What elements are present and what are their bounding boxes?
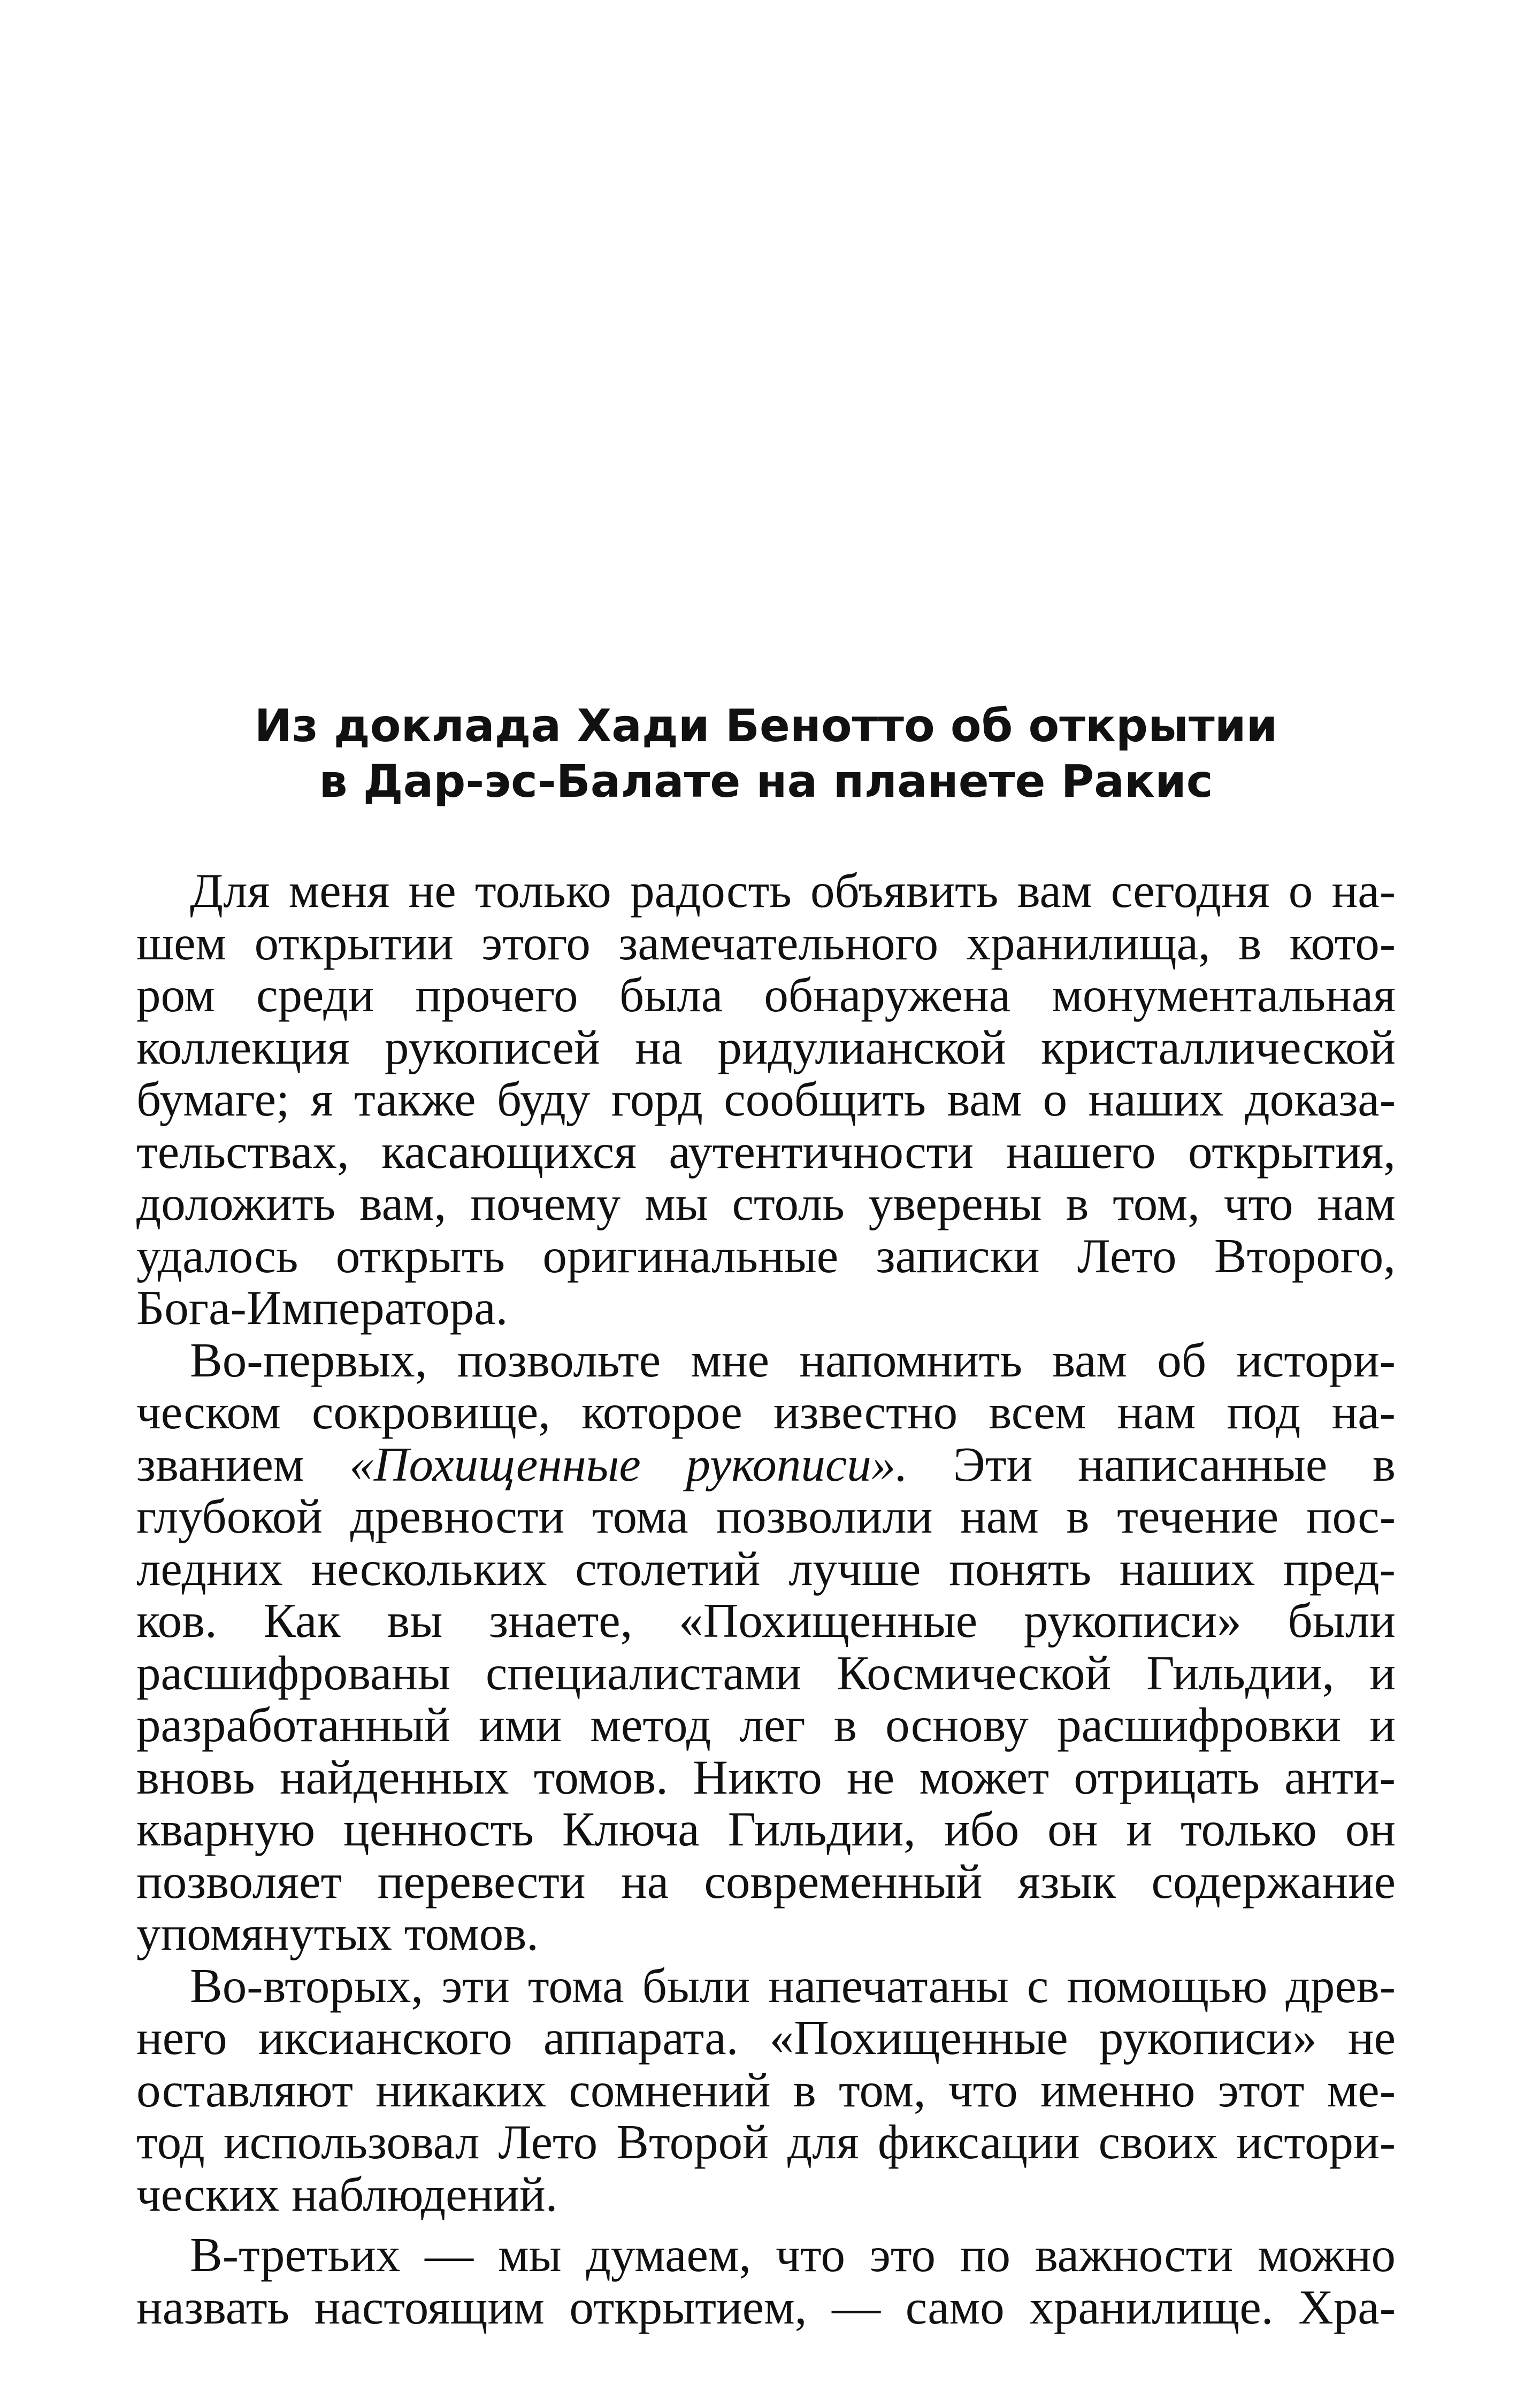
text-line: упомянутых томов. [136,1906,539,1960]
text-segment: Эти написанные в [953,1437,1396,1491]
text-segment: званием [136,1437,304,1491]
text-line: доложить вам, почему мы столь уверены в том, что нам [136,1176,1396,1230]
text-line: бумаге; я также буду горд сообщить вам о наших доказа- [136,1072,1396,1126]
text-line: вновь найденных томов. Никто не может отрицать анти- [136,1750,1396,1804]
text-line: Во-первых, позвольте мне напомнить вам об истори- [190,1333,1396,1387]
paragraph-4 [136,2229,1396,2333]
text-line: расшифрованы специалистами Космической Гильдии, и [136,1645,1396,1700]
paragraph-3 [136,1960,1396,2221]
text-line-with-title [136,1438,1396,1491]
text-line: В-третьих — мы думаем, что это по важности можно [190,2228,1396,2282]
text-line: разработанный ими метод лег в основу расшифровки и [136,1698,1396,1752]
text-line: шем открытии этого замечательного хранилища, в кото- [136,915,1396,970]
text-line: Для меня не только радость объявить вам сегодня о на- [190,864,1396,918]
text-line: ледних нескольких столетий лучше понять наших пред- [136,1541,1396,1596]
text-line: него иксианского аппарата. «Похищенные рукописи» не [136,2011,1396,2065]
text-line: ческом сокровище, которое известно всем нам под на- [136,1385,1396,1439]
text-line: назвать настоящим открытием, — само хранилище. Хра- [136,2280,1396,2334]
text-line: удалось открыть оригинальные записки Лето Второго, [136,1228,1396,1283]
heading-line-1: Из доклада Хади Бенотто об открытии [254,699,1278,752]
text-line: кварную ценность Ключа Гильдии, ибо он и только он [136,1802,1396,1856]
text-line: Во-вторых, эти тома были напечатаны с помощью древ- [190,1958,1396,2013]
text-line: тельствах, касающихся аутентичности нашего открытия, [136,1124,1396,1179]
text-line: ром среди прочего была обнаружена монументальная [136,968,1396,1022]
book-title-italic: «Похищенные рукописи». [349,1437,908,1491]
text-line: Бога-Императора. [136,1281,508,1335]
paragraph-1 [136,865,1396,1334]
text-line: глубокой древности тома позволили нам в течение пос- [136,1489,1396,1543]
paragraph-2 [136,1334,1396,1960]
chapter-heading [136,698,1396,809]
heading-line-2: в Дар-эс-Балате на планете Ракис [319,755,1213,807]
body-text [136,865,1396,2333]
text-line: оставляют никаких сомнений в том, что именно этот ме- [136,2063,1396,2117]
text-line: ческих наблюдений. [136,2167,558,2221]
text-line: тод использовал Лето Второй для фиксации своих истори- [136,2115,1396,2169]
text-line: коллекция рукописей на ридулианской кристаллической [136,1020,1396,1074]
text-line: позволяет перевести на современный язык содержание [136,1854,1396,1909]
text-line: ков. Как вы знаете, «Похищенные рукописи» были [136,1594,1396,1648]
